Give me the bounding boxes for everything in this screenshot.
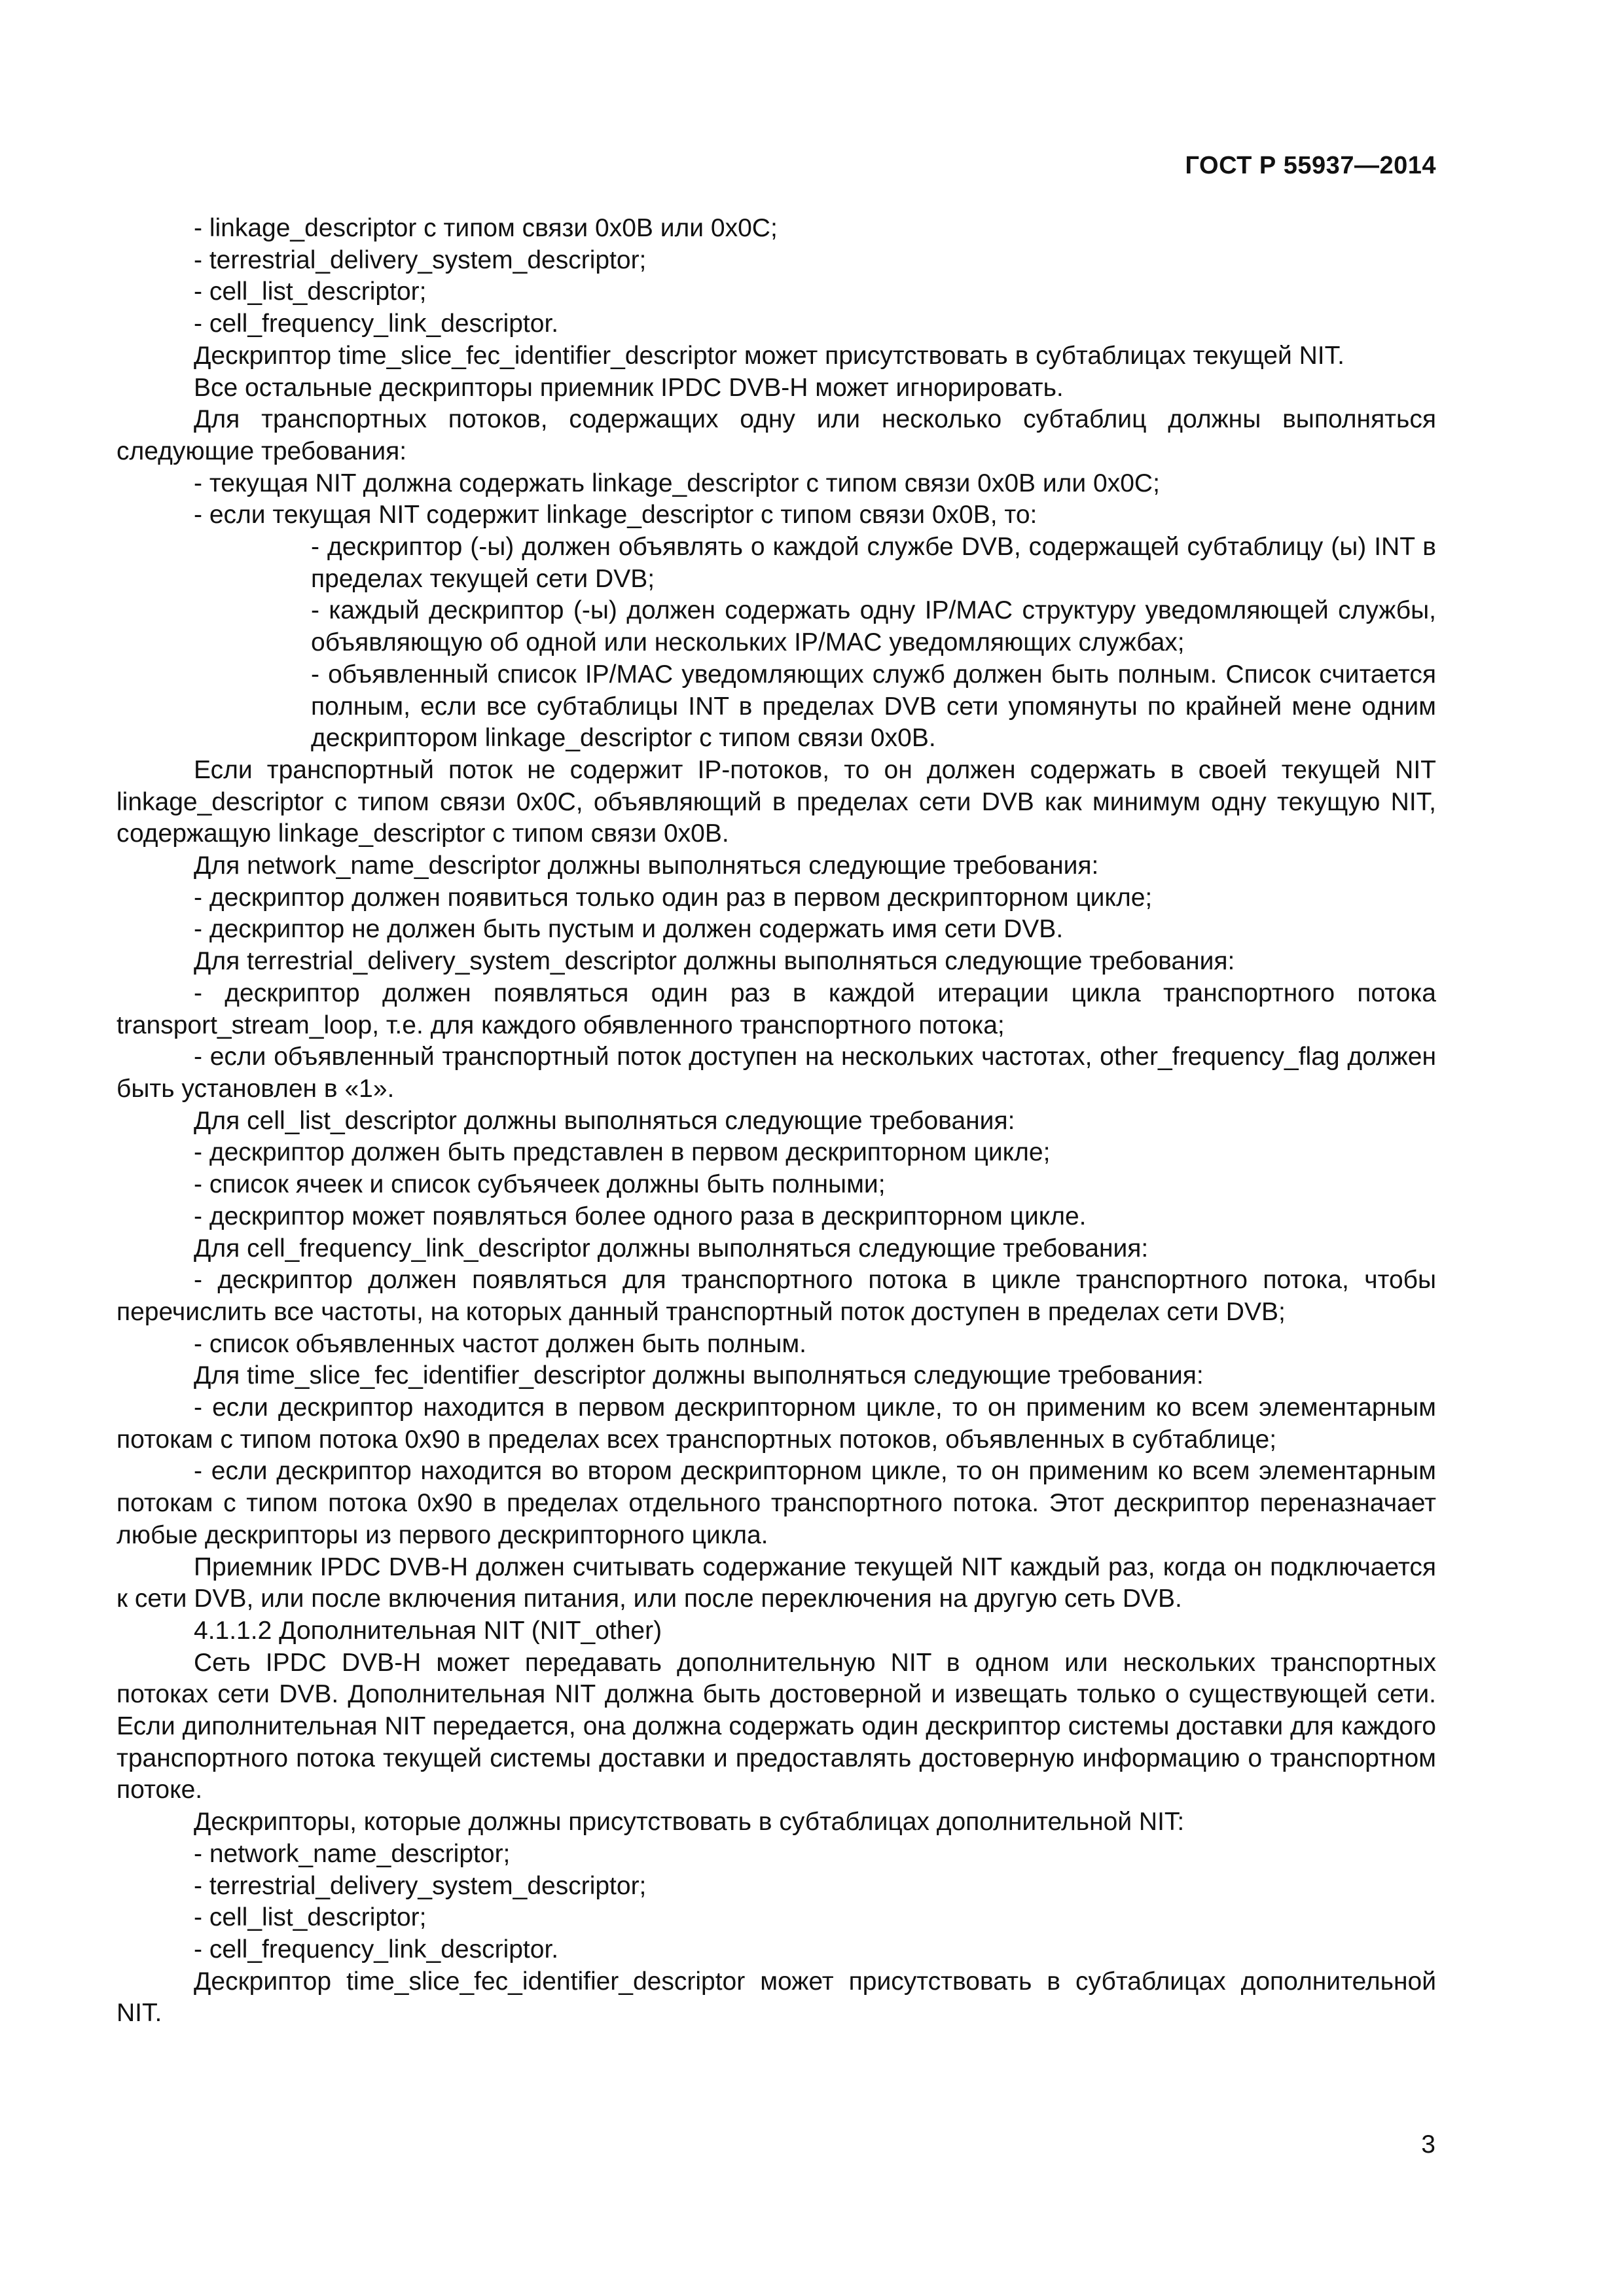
paragraph: - дескриптор не должен быть пустым и должен содержать имя сети DVB. <box>194 915 1064 944</box>
paragraph: - дескриптор должен появиться только один раз в первом дескрипторном цикле; <box>194 883 1153 912</box>
paragraph: Дескриптор time_slice_fec_identifier_descriptor может присутствовать в субтаблицах текущей NIT. <box>194 341 1344 370</box>
paragraph: - список объявленных частот должен быть полным. <box>194 1329 806 1358</box>
paragraph: - linkage_descriptor с типом связи 0х0В или 0х0С; <box>194 214 778 242</box>
paragraph: Дескрипторы, которые должны присутствовать в субтаблицах дополнительной NIT: <box>194 1808 1185 1837</box>
paragraph: - terrestrial_delivery_system_descriptor; <box>194 1871 647 1900</box>
paragraph: Для terrestrial_delivery_system_descriptor должны выполняться следующие требования: <box>194 947 1235 976</box>
paragraph: - список ячеек и список субъячеек должны быть полными; <box>194 1170 886 1199</box>
paragraph: Для транспортных потоков, содержащих одну или несколько субтаблиц должны выполняться следующие требования: <box>117 405 1436 465</box>
paragraph: - дескриптор может появляться более одного раза в дескрипторном цикле. <box>194 1202 1087 1230</box>
sub-list-item: - каждый дескриптор (-ы) должен содержать одну IP/MAC структуру уведомляющей службы, объявляющую об одной или нескольких IP/MAC уведомляющих службах; <box>311 596 1436 657</box>
paragraph: Для cell_frequency_link_descriptor должны выполняться следующие требования: <box>194 1234 1149 1263</box>
paragraph: Приемник IPDC DVB-H должен считывать содержание текущей NIT каждый раз, когда он подключается к сети DVB, или после включения питания, или после переключения на другую сеть DVB. <box>117 1552 1436 1613</box>
paragraph: - дескриптор должен появляться для транспортного потока в цикле транспортного потока, чтобы перечислить все частоты, на которых данный транспортный поток доступен в пределах сети DVB; <box>117 1266 1436 1326</box>
paragraph: - cell_frequency_link_descriptor. <box>194 310 559 338</box>
paragraph: - network_name_descriptor; <box>194 1839 511 1868</box>
paragraph: Для cell_list_descriptor должны выполняться следующие требования: <box>194 1106 1015 1135</box>
sub-list-item: - дескриптор (-ы) должен объявлять о каждой службе DVB, содержащей субтаблицу (ы) INT в пределах текущей сети DVB; <box>311 533 1436 593</box>
paragraph: - если текущая NIT содержит linkage_descriptor с типом связи 0х0В, то: <box>194 501 1038 529</box>
paragraph: - дескриптор должен быть представлен в первом дескрипторном цикле; <box>194 1138 1051 1167</box>
paragraph: - cell_list_descriptor; <box>194 278 427 306</box>
paragraph: Сеть IPDC DVB-H может передавать дополнительную NIT в одном или нескольких транспортных потоках сети DVB. Дополнительная NIT должна быть достоверной и извещать только о существующей сети. Если диполнительная NIT передается, она должна содержать один дескриптор системы доставки для каждого транспортного потока текущей системы доставки и предоставлять достоверную информацию о транспортном потоке. <box>117 1648 1436 1804</box>
paragraph: - если дескриптор находится во втором дескрипторном цикле, то он применим ко всем элементарным потокам с типом потока 0х90 в пределах отдельного транспортного потока. Этот дескриптор переназначает любые дескрипторы из первого дескрипторного цикла. <box>117 1457 1436 1549</box>
paragraph: - если объявленный транспортный поток доступен на нескольких частотах, other_frequency_flag должен быть установлен в «1». <box>117 1043 1436 1103</box>
section-heading: 4.1.1.2 Дополнительная NIT (NIT_other) <box>194 1616 662 1645</box>
paragraph: - cell_frequency_link_descriptor. <box>194 1935 559 1964</box>
paragraph: Дескриптор time_slice_fec_identifier_descriptor может присутствовать в субтаблицах дополнительной NIT. <box>117 1967 1436 2028</box>
document-body <box>117 213 1436 2030</box>
document-code-header: ГОСТ Р 55937—2014 <box>1185 152 1436 179</box>
paragraph: - дескриптор должен появляться один раз в каждой итерации цикла транспортного потока transport_stream_loop, т.е. для каждого обявленного транспортного потока; <box>117 978 1436 1039</box>
paragraph: - если дескриптор находится в первом дескрипторном цикле, то он применим ко всем элементарным потокам с типом потока 0х90 в пределах всех транспортных потоков, объявленных в субтаблице; <box>117 1393 1436 1454</box>
paragraph: - cell_list_descriptor; <box>194 1903 427 1932</box>
paragraph: Для time_slice_fec_identifier_descriptor должны выполняться следующие требования: <box>194 1361 1204 1390</box>
paragraph: - terrestrial_delivery_system_descriptor; <box>194 245 647 274</box>
paragraph: Если транспортный поток не содержит IP-потоков, то он должен содержать в своей текущей NIT linkage_descriptor с типом связи 0х0С, объявляющий в пределах сети DVB как минимум одну текущую NIT, содержащую linkage_descriptor с типом связи 0х0В. <box>117 755 1436 848</box>
sub-list-item: - объявленный список IP/MAC уведомляющих служб должен быть полным. Список считается полным, если все субтаблицы INT в пределах DVB сети упомянуты по крайней мене одним дескриптором linkage_descriptor с типом связи 0х0В. <box>311 660 1436 753</box>
page-number: 3 <box>1421 2130 1435 2159</box>
paragraph: Для network_name_descriptor должны выполняться следующие требования: <box>194 852 1099 880</box>
paragraph: Все остальные дескрипторы приемник IPDC DVB-H может игнорировать. <box>194 373 1064 402</box>
paragraph: - текущая NIT должна содержать linkage_descriptor с типом связи 0х0В или 0х0С; <box>194 469 1160 497</box>
